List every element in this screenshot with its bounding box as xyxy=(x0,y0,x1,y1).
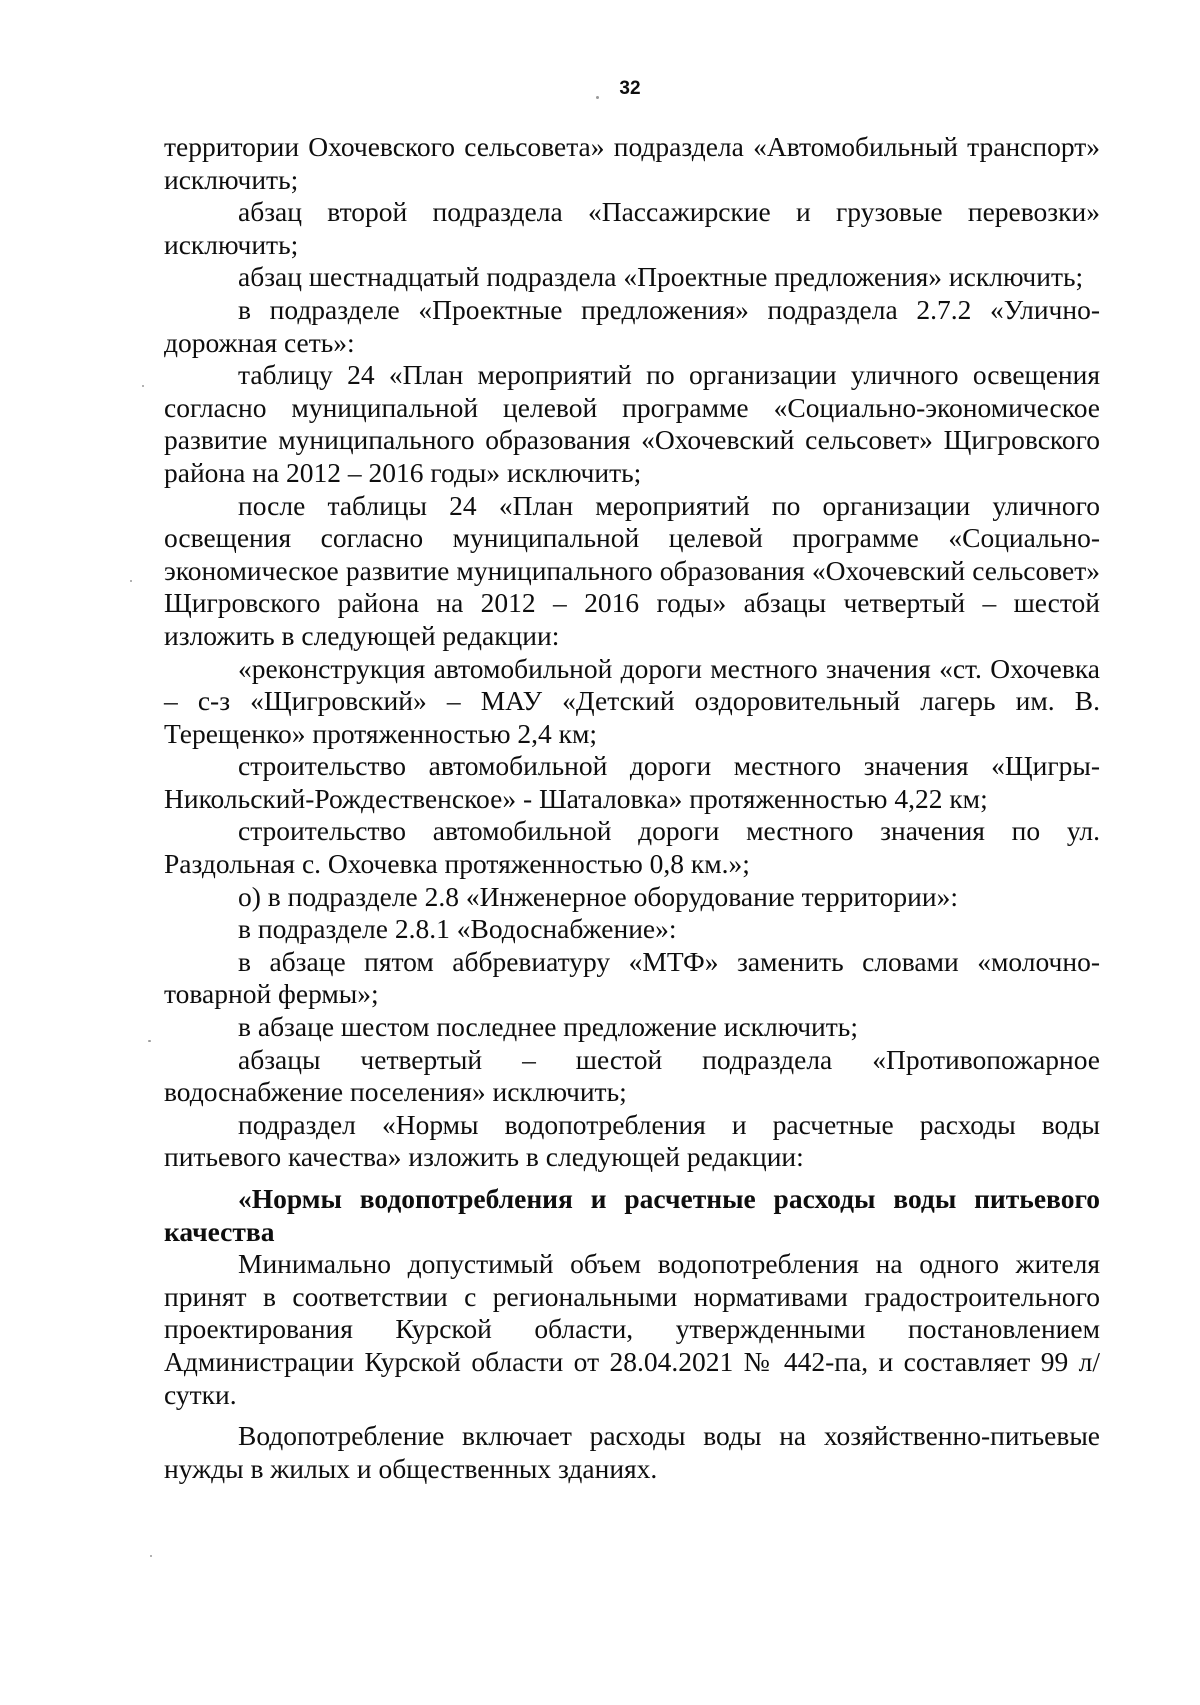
page-number: 32 xyxy=(619,78,641,99)
paragraph: в подразделе «Проектные предложения» подраздела 2.7.2 «Улично-дорожная сеть»: xyxy=(164,293,1100,358)
section-heading: «Нормы водопотребления и расчетные расходы воды питьевого качества xyxy=(164,1183,1100,1247)
paragraph: в абзаце пятом аббревиатуру «МТФ» заменить словами «молочно-товарной фермы»; xyxy=(164,945,1100,1010)
paragraph: абзацы четвертый – шестой подраздела «Противопожарное водоснабжение поселения» исключить; xyxy=(164,1043,1100,1108)
paragraph: в подразделе 2.8.1 «Водоснабжение»: xyxy=(238,913,677,945)
scan-speck xyxy=(596,96,599,99)
paragraph: таблицу 24 «План мероприятий по организации уличного освещения согласно муниципальной целевой программе «Социально-экономическое развитие муниципального образования «Охочевский сельсовет» Щигровского района на 2012 – 2016 годы» исключить; xyxy=(164,359,1100,488)
paragraph: абзац второй подраздела «Пассажирские и грузовые перевозки» исключить; xyxy=(164,196,1100,260)
paragraph: «реконструкция автомобильной дороги местного значения «ст. Охочевка – с-з «Щигровский» – МАУ «Детский оздоровительный лагерь им. В. Терещенко» протяженностью 2,4 км; xyxy=(164,652,1100,749)
scan-speck xyxy=(150,1555,152,1557)
document-body xyxy=(164,131,1100,1485)
scan-speck xyxy=(142,385,144,387)
paragraph: абзац шестнадцатый подраздела «Проектные предложения» исключить; xyxy=(238,261,1084,293)
paragraph: после таблицы 24 «План мероприятий по организации уличного освещения согласно муниципальной целевой программе «Социально-экономическое развитие муниципального образования «Охочевский сельсовет» Щигровского района на 2012 – 2016 годы» абзацы четвертый – шестой изложить в следующей редакции: xyxy=(164,489,1100,651)
scan-speck xyxy=(130,580,132,582)
scan-speck xyxy=(148,1040,151,1042)
paragraph: строительство автомобильной дороги местного значения «Щигры-Никольский-Рождественское» - Шаталовка» протяженностью 4,22 км; xyxy=(164,750,1100,814)
paragraph: строительство автомобильной дороги местного значения по ул. Раздольная с. Охочевка протяженностью 0,8 км.»; xyxy=(164,815,1100,880)
paragraph: в абзаце шестом последнее предложение исключить; xyxy=(238,1011,858,1043)
paragraph: Водопотребление включает расходы воды на хозяйственно-питьевые нужды в жилых и общественных зданиях. xyxy=(164,1420,1100,1484)
paragraph: о) в подразделе 2.8 «Инженерное оборудование территории»: xyxy=(238,880,959,912)
paragraph-continuation: территории Охочевского сельсовета» подраздела «Автомобильный транспорт» исключить; xyxy=(164,131,1100,195)
paragraph: подраздел «Нормы водопотребления и расчетные расходы воды питьевого качества» изложить в следующей редакции: xyxy=(164,1108,1100,1173)
paragraph: Минимально допустимый объем водопотребления на одного жителя принят в соответствии с региональными нормативами градостроительного проектирования Курской области, утвержденными постановлением Администрации Курской области от 28.04.2021 № 442-па, и составляет 99 л/сутки. xyxy=(164,1248,1100,1410)
